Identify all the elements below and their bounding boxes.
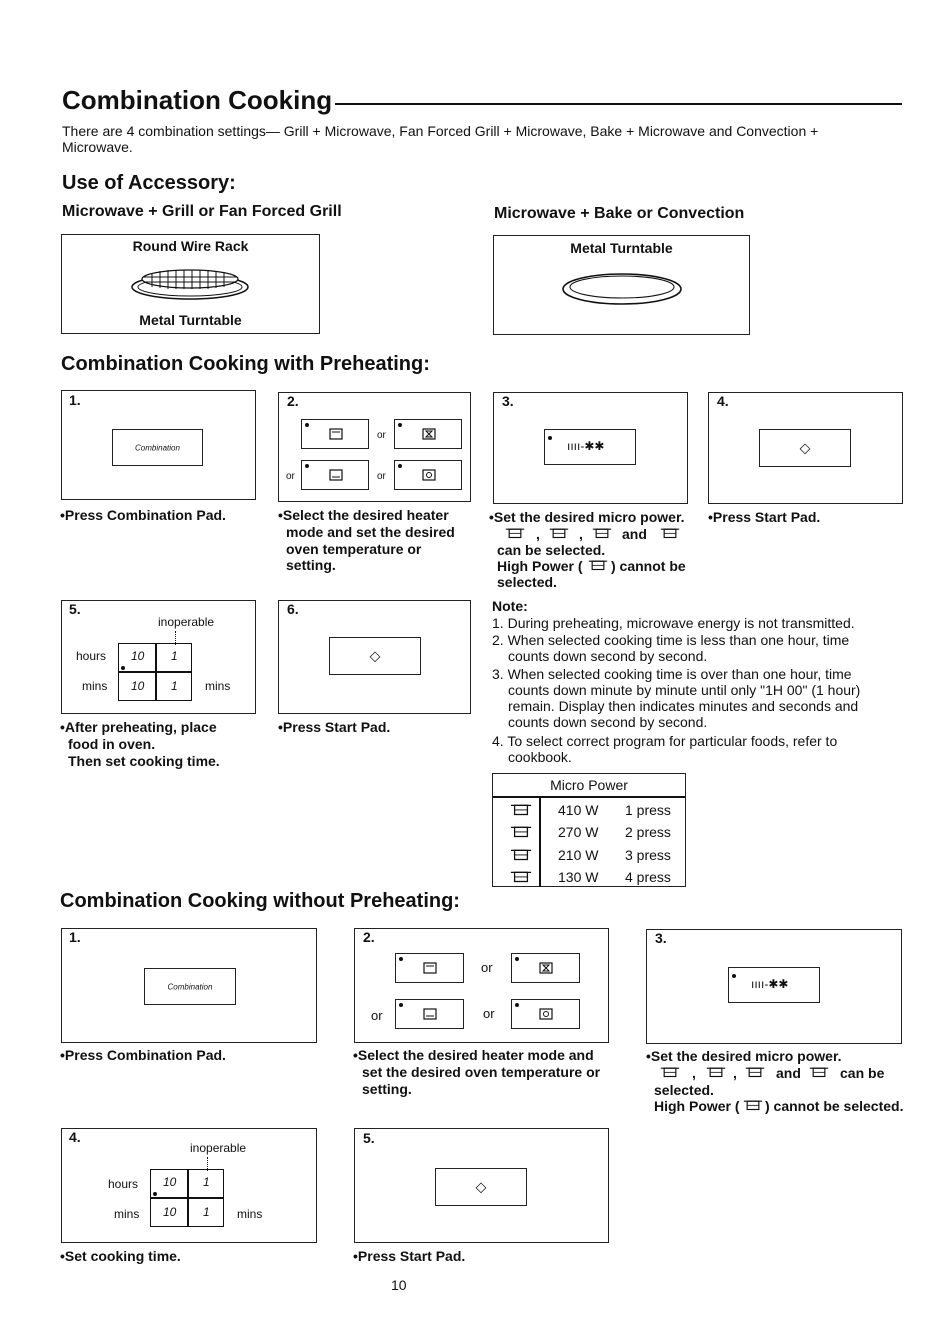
wire-rack-turntable-icon [128,263,252,303]
metal-turntable-label-right: Metal Turntable [570,240,673,256]
power-130-press: 4 press [625,869,671,885]
micro-power-header: Micro Power [550,777,628,793]
start-icon: ◇ [475,1178,487,1195]
mins-label-right: mins [237,1207,263,1221]
inoperable-label: inoperable [158,615,215,629]
combination-pad-label: Combination [135,443,180,452]
digit-10-hours: 10 [131,649,145,663]
np-step2-number: 2. [363,929,375,945]
wp-step2-caption-1: •Select the desired heater [278,507,449,523]
start-pad[interactable] [435,1168,527,1206]
convection-icon [538,1007,554,1021]
np-step4-box [61,1128,317,1243]
digit-1-hours: 1 [171,649,178,663]
np-step1-box [61,928,317,1043]
fan-grill-icon [538,961,554,975]
np-step2-box [354,928,609,1043]
wp-step4-box [708,392,903,504]
power-210-watts: 210 W [558,847,599,863]
power-270-icon [510,823,532,839]
note-item-2: 2. When selected cooking time is less than one hour, time counts down second by second. [492,632,850,664]
wp-step2-caption-3: oven temperature or [286,541,422,557]
page-title: Combination Cooking [62,85,333,115]
accessory-right-box [493,235,750,335]
heater-mode-pad-3[interactable] [301,460,369,490]
or-label: or [483,1006,495,1021]
wp-step3-box [493,392,688,504]
power-210-icon [592,525,612,540]
wp-step5-caption-1: •After preheating, place [60,719,217,735]
power-210-icon [510,846,532,862]
np-step3-caption-4a: High Power ( [654,1098,740,1114]
and-label: and [776,1065,801,1081]
mins-label: mins [114,1207,140,1221]
accessory-left-heading: Microwave + Grill or Fan Forced Grill [62,203,342,220]
power-display-text: ıııı-✱✱ [567,439,605,453]
time-pad-grid[interactable] [118,643,192,701]
wp-step6-caption: •Press Start Pad. [278,719,391,735]
note-heading: Note: [492,598,528,614]
note-item-4: 4. To select correct program for particular foods, refer to cookbook. [492,733,838,765]
high-power-icon [588,557,608,572]
power-130-icon [510,868,532,884]
heater-mode-pad-2[interactable] [511,953,580,983]
np-step3-caption-1: •Set the desired micro power. [646,1048,842,1064]
bake-icon [422,1007,438,1021]
wp-step5-box [61,600,256,714]
digit-1-mins: 1 [203,1205,210,1219]
combination-pad[interactable] [112,429,203,466]
comma: , [692,1065,696,1081]
or-label: or [377,471,386,482]
comma: , [733,1065,737,1081]
or-label: or [377,430,386,441]
note-item-1: 1. During preheating, microwave energy is not transmitted. [492,615,855,631]
np-step2-caption-3: setting. [362,1081,412,1097]
power-410-icon [505,525,525,540]
wp-step4-number: 4. [717,393,729,409]
heater-mode-pad-1[interactable] [301,419,369,449]
micro-power-display [544,429,636,465]
wp-step2-caption-4: setting. [286,557,336,573]
title-rule [335,103,902,105]
power-display-text: ıııı-✱✱ [751,977,789,991]
high-power-icon [743,1097,763,1112]
time-pad-grid[interactable] [150,1169,224,1227]
power-410-watts: 410 W [558,802,599,818]
or-label: or [481,960,493,975]
power-130-watts: 130 W [558,869,599,885]
np-step1-number: 1. [69,929,81,945]
grill-icon [422,961,438,975]
power-130-icon [660,525,680,540]
power-410-icon [510,801,532,817]
start-icon: ◇ [799,439,811,456]
digit-1-hours: 1 [203,1175,210,1189]
power-270-icon [706,1064,726,1079]
wp-step1-box [61,390,256,500]
accessory-left-box [61,234,320,334]
intro-text: There are 4 combination settings— Grill + Microwave, Fan Forced Grill + Microwave, Bake + Microwave and Convection + Microwave. [62,123,819,155]
page-number: 10 [391,1277,407,1293]
np-step2-caption-1: •Select the desired heater mode and [353,1047,594,1063]
wp-step3-caption-4b: ) cannot be [611,558,686,574]
accessory-heading: Use of Accessory: [62,172,236,194]
np-step4-number: 4. [69,1129,81,1145]
np-step5-number: 5. [363,1130,375,1146]
wp-step5-caption-2: food in oven. [68,736,156,752]
power-210-icon [745,1064,765,1079]
wp-step3-caption-1: •Set the desired micro power. [489,509,685,525]
hours-label: hours [76,649,107,663]
micro-power-display [728,967,820,1003]
grill-icon [328,427,344,441]
np-step2-caption-2: set the desired oven temperature or [362,1064,601,1080]
round-wire-rack-label: Round Wire Rack [132,238,249,254]
start-icon: ◇ [369,647,381,664]
digit-1-mins: 1 [171,679,178,693]
wp-step5-number: 5. [69,601,81,617]
np-step4-caption: •Set cooking time. [60,1248,181,1264]
fan-grill-icon [421,427,437,441]
and-label: and [622,526,647,542]
digit-10-mins: 10 [131,679,145,693]
heater-mode-pad-2[interactable] [394,419,462,449]
power-270-watts: 270 W [558,824,599,840]
wp-step3-caption-3: can be selected. [497,542,606,558]
wp-step5-caption-3: Then set cooking time. [68,753,220,769]
power-410-press: 1 press [625,802,671,818]
wp-step3-caption-4a: High Power ( [497,558,583,574]
power-410-icon [660,1064,680,1079]
with-preheat-heading: Combination Cooking with Preheating: [61,353,430,375]
wp-step6-box [278,600,471,714]
comma: , [536,526,540,542]
mins-label: mins [82,679,108,693]
note-item-3: 3. When selected cooking time is over than one hour, time counts down minute by minute until only "1H 00" (1 hour) remain. Display then indicates minutes and seconds and counts down second by second. [492,666,861,730]
combination-pad-label: Combination [167,982,213,991]
digit-10-mins: 10 [163,1205,177,1219]
wp-step6-number: 6. [287,601,299,617]
wp-step1-number: 1. [69,392,81,408]
without-preheat-heading: Combination Cooking without Preheating: [60,890,460,912]
can-be-label: can be [840,1065,885,1081]
wp-step3-number: 3. [502,393,514,409]
wp-step2-number: 2. [287,393,299,409]
start-pad[interactable] [329,637,421,675]
heater-mode-pad-1[interactable] [395,953,464,983]
np-step3-box [646,929,902,1044]
wp-step2-caption-2: mode and set the desired [286,524,455,540]
start-pad[interactable] [759,429,851,467]
metal-turntable-label: Metal Turntable [139,312,242,328]
hours-label: hours [108,1177,139,1191]
combination-pad[interactable] [144,968,236,1005]
power-270-icon [549,525,569,540]
comma: , [579,526,583,542]
bake-icon [328,468,344,482]
turntable-icon [560,270,684,308]
wp-step4-caption: •Press Start Pad. [708,509,821,525]
power-130-icon [809,1064,829,1079]
heater-mode-pad-4[interactable] [511,999,580,1029]
wp-step3-caption-5: selected. [497,574,557,590]
wp-step2-box [278,392,471,502]
or-label: or [371,1008,383,1023]
np-step1-caption: •Press Combination Pad. [60,1047,226,1063]
np-step3-caption-4b: ) cannot be selected. [765,1098,904,1114]
or-label: or [286,471,295,482]
power-270-press: 2 press [625,824,671,840]
np-step3-number: 3. [655,930,667,946]
power-210-press: 3 press [625,847,671,863]
np-step5-caption: •Press Start Pad. [353,1248,466,1264]
np-step5-box [354,1128,609,1243]
heater-mode-pad-4[interactable] [394,460,462,490]
convection-icon [421,468,437,482]
mins-label-right: mins [205,679,231,693]
heater-mode-pad-3[interactable] [395,999,464,1029]
inoperable-label: inoperable [190,1141,247,1155]
digit-10-hours: 10 [163,1175,177,1189]
wp-step1-caption: •Press Combination Pad. [60,507,226,523]
micro-power-table [492,773,686,887]
np-step3-caption-3: selected. [654,1082,714,1098]
accessory-right-heading: Microwave + Bake or Convection [494,205,745,222]
